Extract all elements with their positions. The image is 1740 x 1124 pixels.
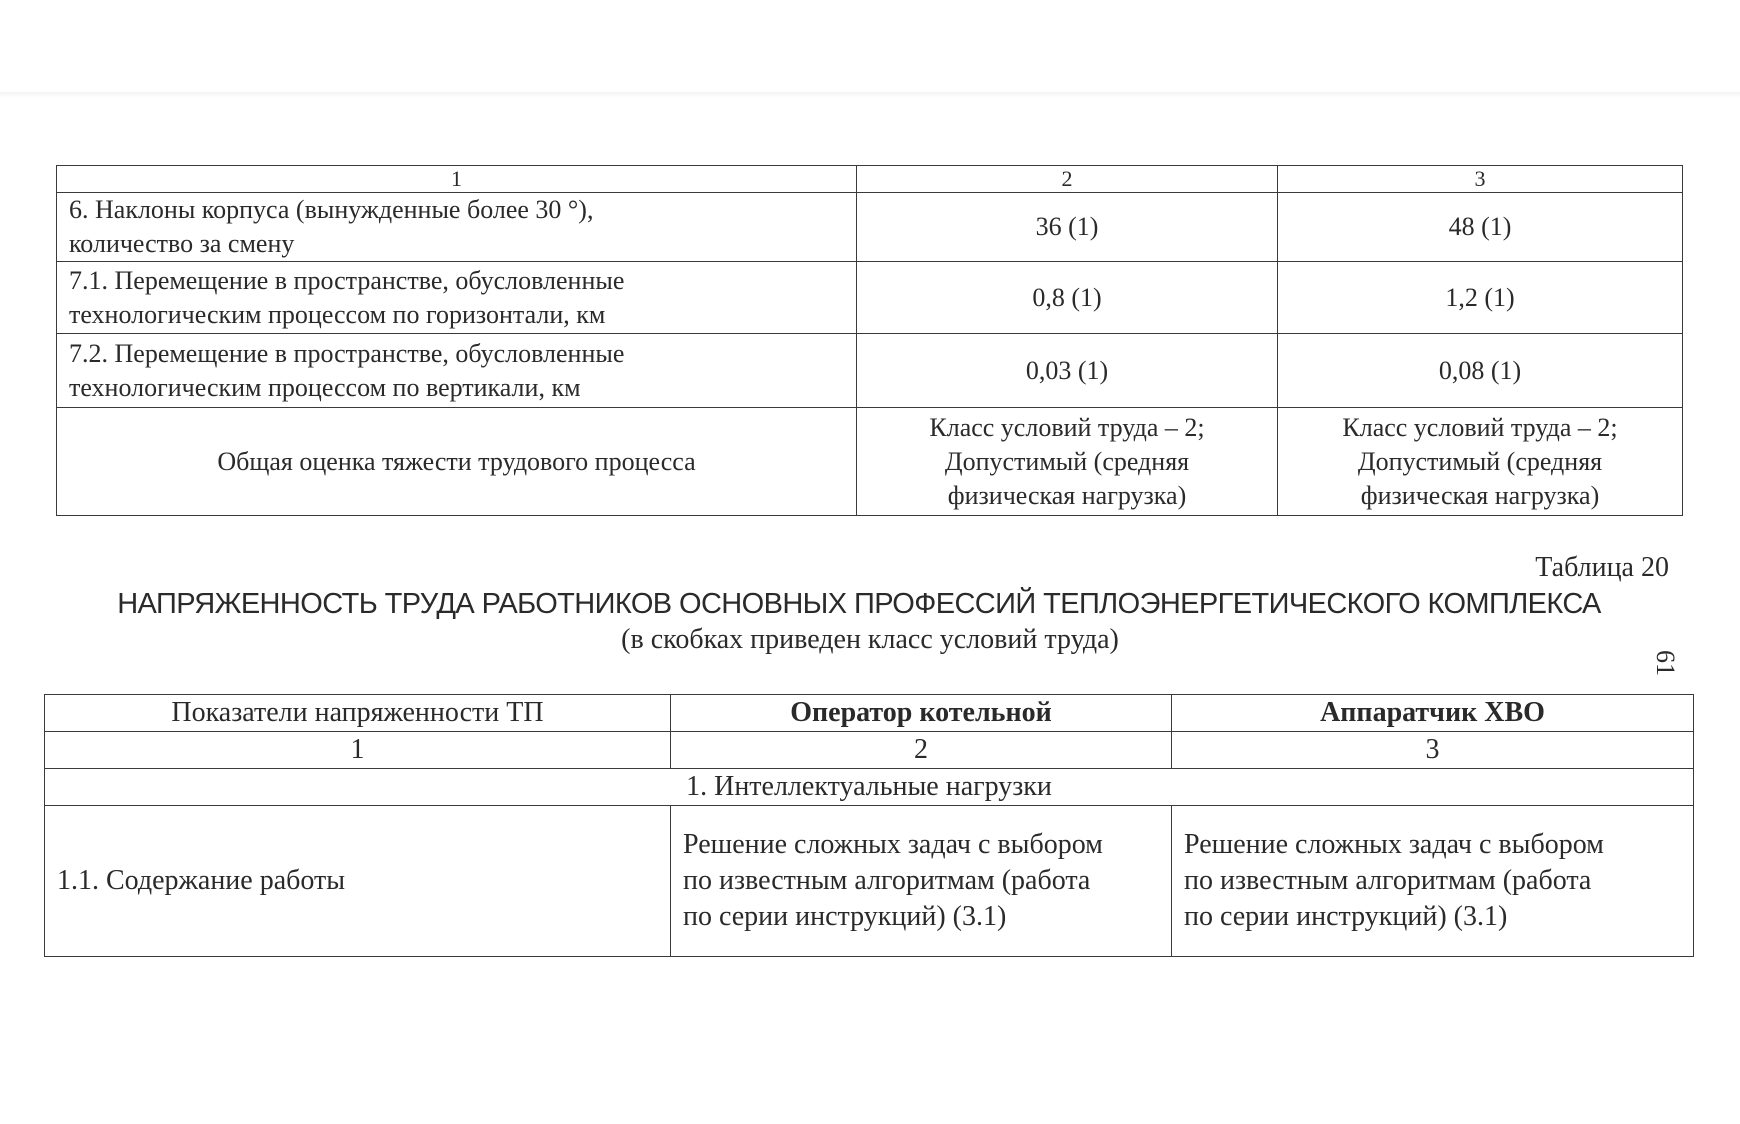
table-row	[45, 806, 1694, 957]
label-line: 6. Наклоны корпуса (вынужденные более 30 °),	[69, 195, 594, 224]
operator-value: 0,03 (1)	[857, 334, 1278, 408]
value-line: по серии инструкций) (3.1)	[1184, 901, 1508, 932]
table-19-continuation	[56, 165, 1683, 516]
table-header-row	[57, 166, 1683, 193]
value-line: по серии инструкций) (3.1)	[683, 901, 1007, 932]
table-subtitle: (в скобках приведен класс условий труда)	[621, 624, 1119, 655]
summary-line: Класс условий труда – 2;	[1342, 412, 1618, 442]
table-header-row	[45, 695, 1694, 732]
apparatchik-value: 48 (1)	[1278, 193, 1683, 262]
summary-line: физическая нагрузка)	[947, 480, 1187, 510]
section-title: 1. Интеллектуальные нагрузки	[45, 769, 1694, 806]
row-label: 1.1. Содержание работы	[45, 806, 671, 957]
value-line: Решение сложных задач с выбором	[683, 829, 1103, 860]
value-line: по известным алгоритмам (работа	[683, 865, 1091, 896]
summary-label: Общая оценка тяжести трудового процесса	[57, 408, 857, 516]
table-title: НАПРЯЖЕННОСТЬ ТРУДА РАБОТНИКОВ ОСНОВНЫХ ПРОФЕССИЙ ТЕПЛОЭНЕРГЕТИЧЕСКОГО КОМПЛЕКСА	[117, 588, 1601, 620]
table-row	[57, 262, 1683, 334]
header-apparatchik: Аппаратчик ХВО	[1172, 695, 1694, 732]
header-operator: Оператор котельной	[671, 695, 1172, 732]
label-line: количество за смену	[69, 229, 295, 258]
table-number: Таблица 20	[1535, 552, 1669, 583]
summary-line: физическая нагрузка)	[1360, 480, 1600, 510]
label-line: 7.2. Перемещение в пространстве, обусловленные	[69, 338, 625, 368]
summary-row	[57, 408, 1683, 516]
row-label	[57, 334, 857, 408]
summary-line: Допустимый (средняя	[944, 446, 1190, 476]
column-number: 3	[1172, 732, 1694, 769]
label-line: технологическим процессом по горизонтали, км	[69, 299, 606, 329]
apparatchik-value: 0,08 (1)	[1278, 334, 1683, 408]
operator-summary	[857, 408, 1278, 516]
row-label	[57, 193, 857, 262]
operator-value: 36 (1)	[857, 193, 1278, 262]
operator-value	[671, 806, 1172, 957]
operator-value: 0,8 (1)	[857, 262, 1278, 334]
value-line: по известным алгоритмам (работа	[1184, 865, 1592, 896]
summary-line: Класс условий труда – 2;	[929, 412, 1205, 442]
label-line: технологическим процессом по вертикали, км	[69, 372, 581, 402]
header-cell: 1	[57, 166, 857, 193]
column-number: 1	[45, 732, 671, 769]
summary-line: Допустимый (средняя	[1357, 446, 1603, 476]
value-line: Решение сложных задач с выбором	[1184, 829, 1604, 860]
table-20	[44, 694, 1694, 957]
header-cell: 3	[1278, 166, 1683, 193]
table-row	[57, 193, 1683, 262]
section-row	[45, 769, 1694, 806]
apparatchik-value: 1,2 (1)	[1278, 262, 1683, 334]
page-edge	[0, 92, 1740, 98]
row-label	[57, 262, 857, 334]
label-line: 7.1. Перемещение в пространстве, обусловленные	[69, 265, 625, 295]
apparatchik-summary	[1278, 408, 1683, 516]
table-row	[57, 334, 1683, 408]
column-number: 2	[671, 732, 1172, 769]
column-number-row	[45, 732, 1694, 769]
header-indicator: Показатели напряженности ТП	[45, 695, 671, 732]
page-number: 61	[1651, 650, 1680, 676]
apparatchik-value	[1172, 806, 1694, 957]
header-cell: 2	[857, 166, 1278, 193]
